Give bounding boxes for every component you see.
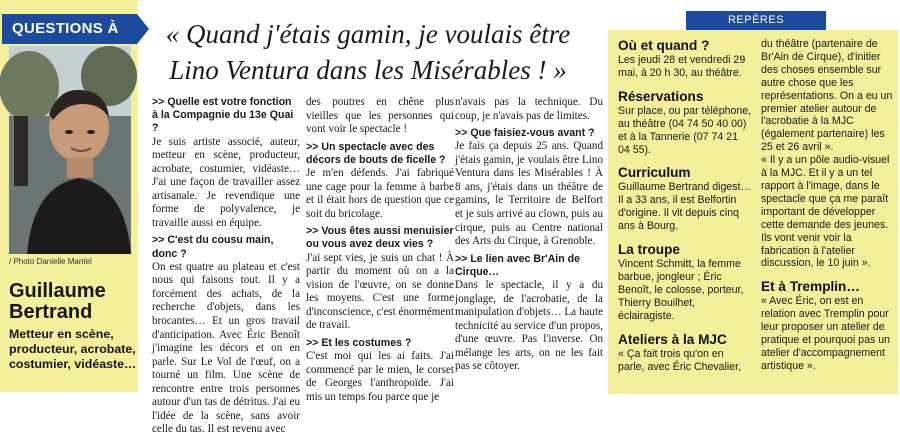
reperes-heading-curriculum: Curriculum (618, 165, 691, 181)
question-4: >> Vous êtes aussi menuisier ou vous avez deux vies ? (306, 225, 454, 251)
reperes-column-1 (618, 38, 752, 373)
question-5: >> Et les costumes ? (306, 336, 412, 349)
article-column-3 (455, 96, 603, 374)
reperes-text-booking: Sur place, ou par téléphone, au théâtre (04 74 50 40 00) et à la Tannerie (07 74 21 04 55). (618, 104, 752, 156)
reperes-text-audiovisual: « Il y a un pôle audio-visuel à la MJC. Et il y a un tel rapport à l'image, dans le spectacle que ça me paraît important de développer cette demande des jeunes. Ils vont venir voir la fabrication à l'atelier discussion, le 10 juin ». (761, 154, 890, 270)
question-7: >> Le lien avec Br'Ain de Cirque… (455, 252, 580, 278)
subject-name: Guillaume Bertrand (9, 280, 106, 323)
headline: « Quand j'étais gamin, je voulais être Lino Ventura dans les Misérables ! » (165, 19, 571, 85)
article-column-2 (306, 96, 454, 404)
answer-6: Je fais ça depuis 25 ans. Quand j'étais gamin, je voulais être Lino Ventura dans les Misérables ! À 8 ans, j'étais dans un théâtre de gamins, le Territoire de Belfort et je suis arrivé au clown, puis au cirque, puis au Centre national des Arts du Cirque, à Grenoble. (455, 140, 603, 248)
reperes-tab: REPÈRES (686, 11, 826, 30)
answer-7: Dans le spectacle, il y a du jonglage, de l'acrobatie, de la manipulation d'objets… La haute technicité au service d'un propos, d'une œuvre. Pas l'inverse. On mélange les arts, on ne les fait pas se côtoyer. (455, 279, 603, 373)
reperes-column-2 (761, 38, 896, 373)
answer-5: C'est moi qui les ai faits. J'ai commencé par le mien, le corset de Georges l'anthropoïde. J'ai mis un temps fou parce que je (306, 350, 454, 403)
reperes-text-curriculum: Guillaume Bertrand digest… Il a 33 ans, il est Belfortin d'origine. Il vit depuis cinq ans à Bourg. (618, 181, 752, 233)
article-column-1 (152, 96, 300, 437)
question-2: >> C'est du cousu main, donc ? (152, 234, 274, 260)
answer-1: Je suis artiste associé, auteur, metteur en scène, producteur, acrobate, costumier, vidéaste… J'ai une façon de travailler assez artisanale. Je revendique une forme de polyvalence, je travaille aussi en équipe. (152, 135, 300, 229)
subject-role: Metteur en scène, producteur, acrobate, costumier, vidéaste… (9, 327, 137, 371)
answer-continued: n'avais pas la technique. Du coup, je n'avais pas de limites. (455, 96, 603, 122)
question-1: >> Quelle est votre fonction à la Compagnie du 13e Quai ? (152, 96, 294, 135)
reperes-text-tremplin: « Avec Éric, on est en relation avec Tremplin pour leur proposer un atelier de pratique et pourquoi pas un atelier d'accompagnement artistique ». (761, 295, 890, 372)
section-kicker: QUESTIONS À (2, 14, 137, 44)
answer-3: Je m'en défends. J'ai fabriqué une cage pour la femme à barbe et il était hors de question que ce soit du bricolage. (306, 167, 454, 220)
portrait-photo (9, 46, 131, 254)
reperes-heading-booking: Réservations (618, 88, 704, 104)
reperes-heading-tremplin: Et à Tremplin… (761, 279, 860, 295)
answer-continued: des poutres en chêne plus vieilles que les personnes qui vont voir le spectacle ! (306, 96, 454, 136)
reperes-text-troupe: Vincent Schmitt, la femme barbue, jongleur ; Éric Benoît, le colosse, porteur, Thierry Bouilhet, éclairagiste. (618, 258, 744, 322)
reperes-text-when: Les jeudi 28 et vendredi 29 mai, à 20 h 30, au théâtre. (618, 54, 746, 79)
question-3: >> Un spectacle avec des décors de bouts de ficelle ? (306, 140, 446, 166)
answer-4: J'ai sept vies, je suis un chat ! À partir du moment où on a la vision de l'œuvre, on se donne les moyens. C'est une forme d'inconscience, c'est énormément de travail. (306, 251, 454, 332)
reperes-text-ateliers: « Ça fait trois qu'on en parle, avec Éric Chevalier, (618, 347, 742, 373)
answer-2: On est quatre au plateau et c'est nous qui faisons tout. Il y a forcément des achats, de la recherche d'objets, dans les brocantes… Et un gros travail d'anticipation. Avec Éric Benoît j'imagine les décors et on en parle. Sur Le Vol de l'œuf, on a tourné un film. Une scène de rencontre entre trois personnes autour d'un tas de détritus. J'ai eu l'idée de la scène, sans avoir celle du tas. Il est revenu avec (152, 260, 300, 436)
question-6: >> Que faisiez-vous avant ? (455, 127, 595, 140)
photo-credit: / Photo Danielle Mantel (9, 257, 92, 266)
reperes-heading-when: Où et quand ? (618, 38, 710, 53)
portrait-illustration (9, 46, 131, 254)
reperes-heading-troupe: La troupe (618, 242, 680, 258)
reperes-heading-ateliers: Ateliers à la MJC (618, 331, 727, 347)
reperes-text-ateliers-continued: du théâtre (partenaire de Br'Ain de Cirque), d'initier des choses ensemble sur autre chose que les représentations. On a eu un premier atelier autour de l'acrobatie à la MJC (également partenaire) les 25 et 26 avril ». (761, 38, 893, 154)
